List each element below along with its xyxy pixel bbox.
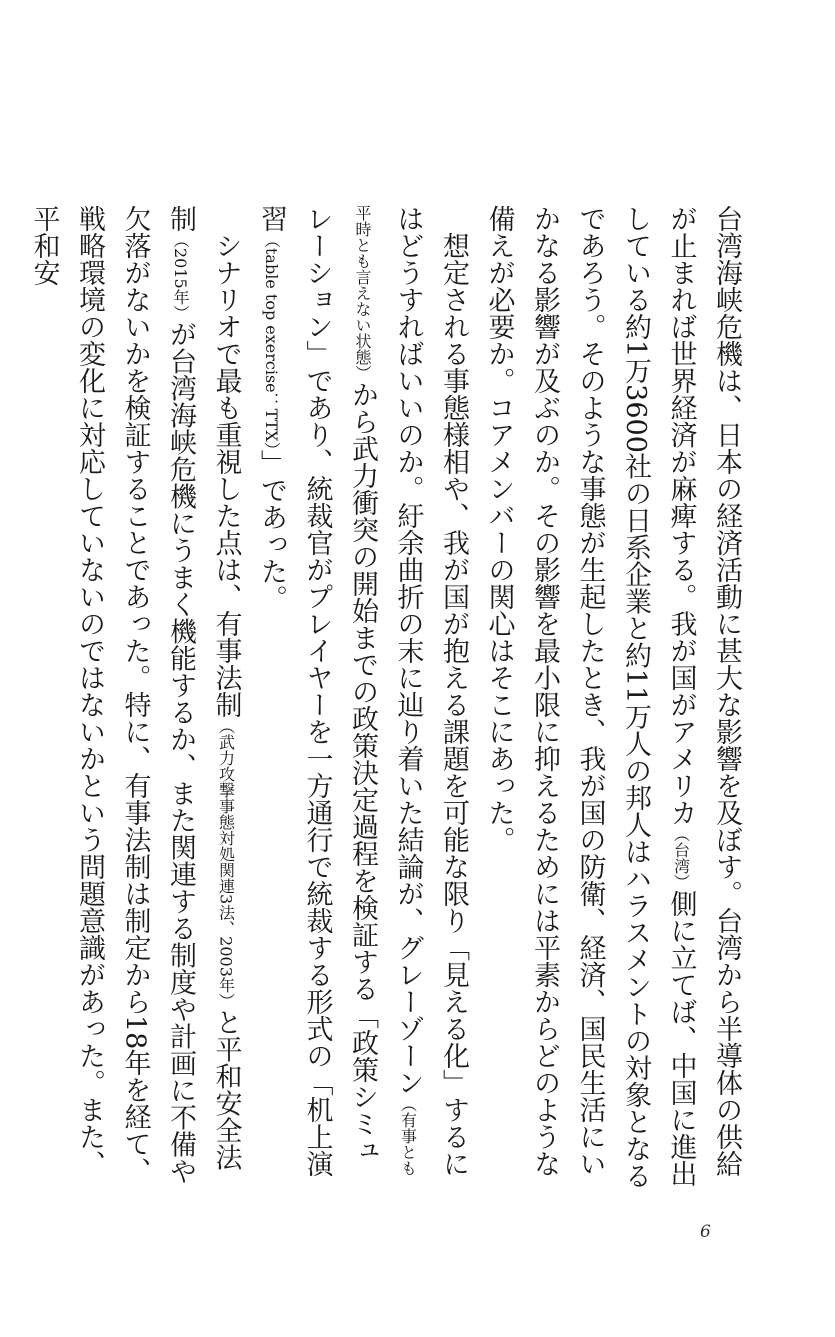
inline-note: （武力攻撃事態対処関連3法、2003年） bbox=[216, 718, 236, 1009]
inline-note: （2015年） bbox=[171, 232, 190, 321]
inline-note: （有事とも平時とも言えない状態） bbox=[353, 205, 418, 1176]
text-run: と平和安全法制 bbox=[165, 205, 242, 1171]
paragraph bbox=[21, 205, 249, 1190]
inline-note: （table top exercise：TTX） bbox=[262, 232, 281, 450]
paragraph bbox=[249, 205, 477, 1190]
text-run: から武力衝突の開始までの政策決定過程を検証する「政策シミュレーション」であり、統裁官がプレイヤーを一方通行で統裁する形式の「机上演習 bbox=[256, 205, 378, 1177]
text-run: シナリオで最も重視した点は、有事法制 bbox=[210, 232, 242, 718]
inline-note: （台湾） bbox=[671, 826, 691, 890]
text-run: 想定される事態様相や、我が国が抱える課題を可能な限り「見える化」するにはどうすればいいのか。紆余曲折の末に辿り着いた結論が、グレーゾーン bbox=[392, 205, 469, 1177]
text-run: 」であった。 bbox=[256, 449, 287, 612]
page-number: 6 bbox=[700, 1222, 711, 1242]
text-run: 台湾海峡危機は、日本の経済活動に甚大な影響を及ぼす。台湾から半導体の供給が止まれば世界経済が麻痺する。我が国がアメリカ bbox=[665, 205, 742, 1177]
paragraph bbox=[476, 205, 749, 1190]
text-run: が台湾海峡危機にうまく機能するか、また関連する制度や計画に不備や欠落がないかを検証することであった。特に、有事法制は制定から18年を経て、戦略環境の変化に対応していないのではないかという問題意識があった。また、平和安 bbox=[28, 205, 196, 1185]
text-run: 側に立てば、中国に進出している約1万3600社の日系企業と約11万人の邦人はハラスメントの対象となるであろう。そのような事態が生起したとき、我が国の防衛、経済、国民生活にいかなる影響が及ぶのか。その影響を最小限に抑えるためには平素からどのような備えが必要か。コアメンバーの関心はそこにあった。 bbox=[483, 205, 697, 1190]
vertical-text-body bbox=[28, 205, 749, 1190]
